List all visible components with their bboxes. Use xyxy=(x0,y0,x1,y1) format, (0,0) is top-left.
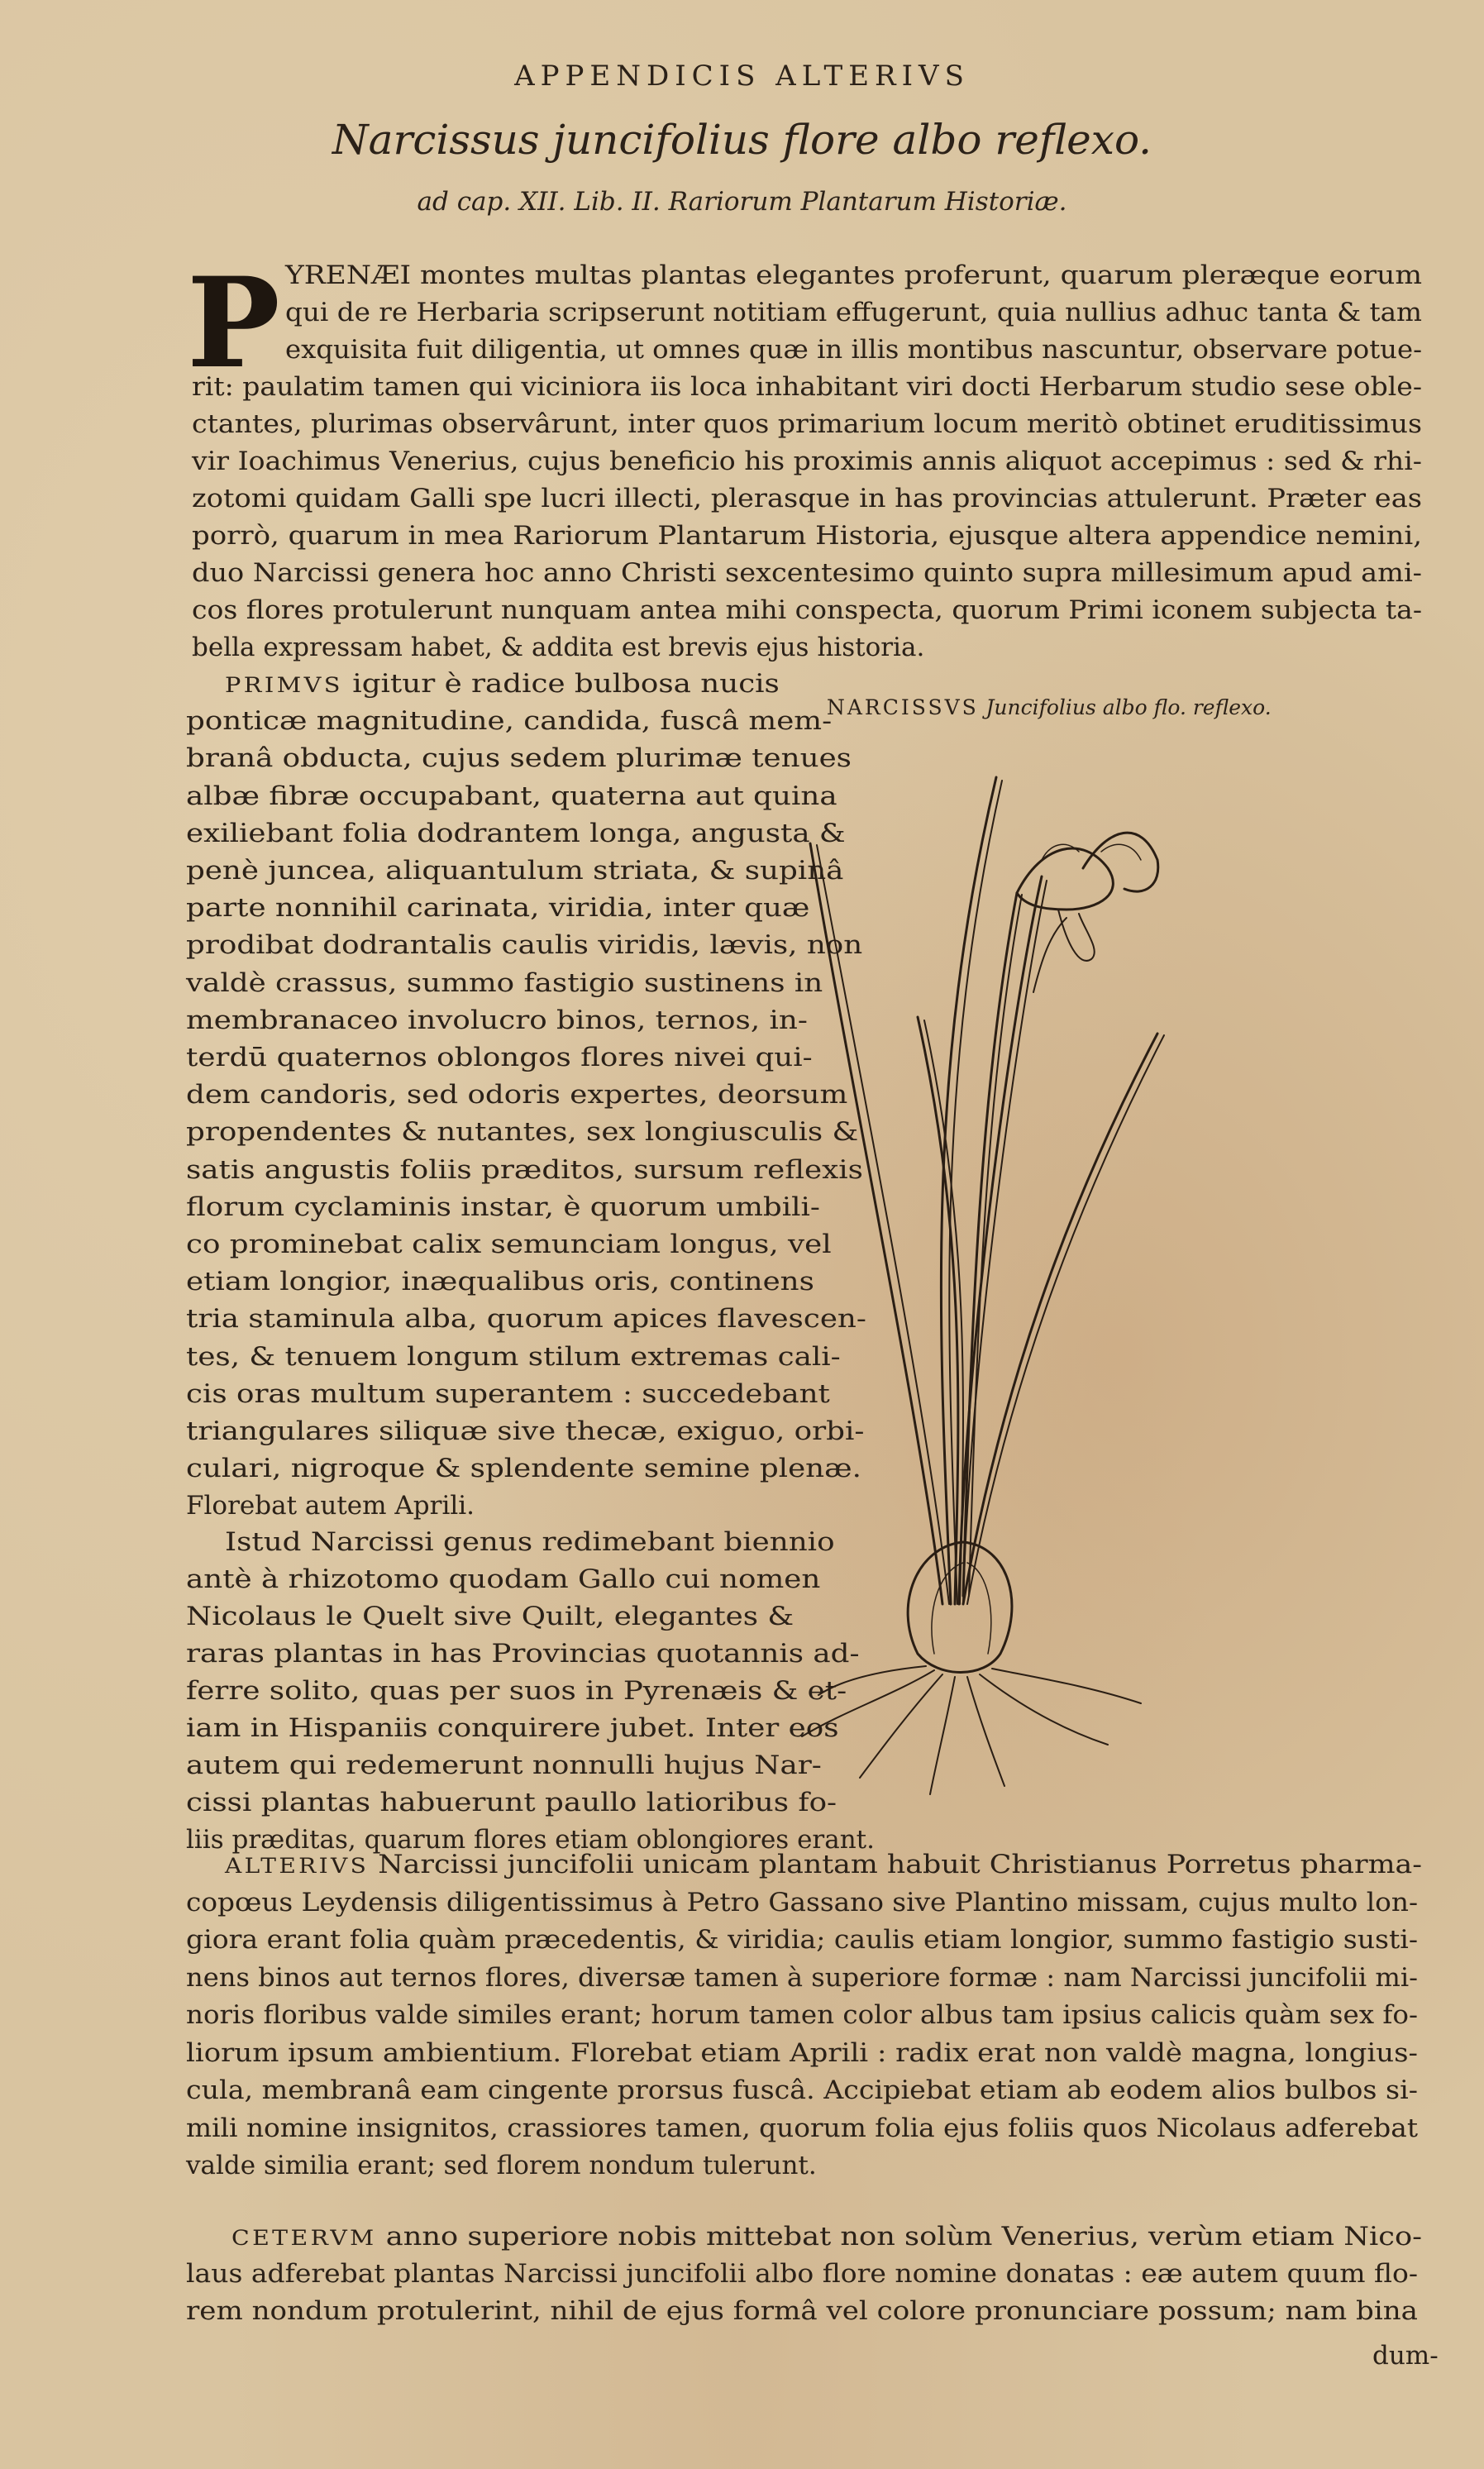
text-line: albæ fibræ occupabant, quaterna aut quina xyxy=(186,781,837,811)
text-line-rest: Narcissi juncifolii unicam plantam habuit Christianus Porretus pharma- xyxy=(369,1850,1423,1879)
text-line-rest: igitur è radice bulbosa nucis xyxy=(342,669,780,699)
text-line: penè juncea, aliquantulum striata, & supinâ xyxy=(186,856,844,886)
text-line: tes, & tenuem longum stilum extremas cali- xyxy=(186,1341,841,1372)
text-line: copœus Leydensis diligentissimus à Petro Gassano sive Plantino missam, cujus multo lon- xyxy=(186,1887,1418,1917)
text-line: valde similia erant; sed florem nondum tulerunt. xyxy=(186,2151,817,2180)
text-line: prodibat dodrantalis caulis viridis, lævis, non xyxy=(186,930,863,961)
text-line: vir Ioachimus Venerius, cujus beneficio his proximis annis aliquot accepimus : sed & rhi- xyxy=(192,447,1422,476)
text-line: bella expressam habet, & addita est brevis ejus historia. xyxy=(192,633,925,662)
text-line: cula, membranâ eam cingente prorsus fuscâ. Accipiebat etiam ab eodem alios bulbos si- xyxy=(186,2075,1418,2105)
text-line: antè à rhizotomo quodam Gallo cui nomen xyxy=(186,1564,821,1594)
text-line: Istud Narcissi genus redimebant biennio xyxy=(225,1527,835,1557)
text-line-rest: anno superiore nobis mittebat non solùm Venerius, verùm etiam Nico- xyxy=(376,2222,1422,2252)
text-line: qui de re Herbaria scripserunt notitiam effugerunt, quia nullius adhuc tanta & tam xyxy=(285,298,1422,327)
drop-cap: P xyxy=(187,251,280,396)
text-line: ferre solito, quas per suos in Pyrenæis & et- xyxy=(186,1676,847,1706)
text-line: ponticæ magnitudine, candida, fuscâ mem- xyxy=(186,706,833,737)
text-line: dem candoris, sed odoris expertes, deorsum xyxy=(186,1080,848,1110)
text-line: giora erant folia quàm præcedentis, & viridia; caulis etiam longior, summo fastigio susti- xyxy=(186,1925,1418,1955)
text-line: cis oras multum superantem : succedebant xyxy=(186,1378,830,1409)
text-line: iam in Hispaniis conquirere jubet. Inter eos xyxy=(186,1713,839,1743)
text-line: liis præditas, quarum flores etiam oblongiores erant. xyxy=(186,1825,875,1855)
page-title: Narcissus juncifolius flore albo reflexo. xyxy=(332,116,1152,164)
text-line: cissi plantas habuerunt paullo latioribus fo- xyxy=(186,1788,837,1817)
lead-word: ALTERIVS xyxy=(225,1854,370,1878)
text-line: tria staminula alba, quorum apices flavescen- xyxy=(186,1304,866,1335)
catchword: dum- xyxy=(1372,2341,1439,2371)
text-line xyxy=(225,671,780,697)
text-line: YRENÆI montes multas plantas elegantes proferunt, quarum pleræque eorum xyxy=(285,260,1422,290)
caption-italic: Juncifolius albo flo. reflexo. xyxy=(985,695,1272,719)
text-line: exiliebant folia dodrantem longa, angusta & xyxy=(186,818,846,848)
narcissus-woodcut-illustration xyxy=(794,744,1174,1819)
text-line: ctantes, plurimas observârunt, inter quos primarium locum meritò obtinet eruditissimus xyxy=(192,409,1422,439)
text-line: mili nomine insignitos, crassiores tamen, quorum folia ejus foliis quos Nicolaus adferebat xyxy=(186,2113,1418,2143)
text-line: parte nonnihil carinata, viridia, inter quæ xyxy=(186,893,810,924)
text-line: Florebat autem Aprili. xyxy=(186,1491,475,1521)
text-line: nens binos aut ternos flores, diversæ tamen à superiore formæ : nam Narcissi juncifolii mi- xyxy=(186,1962,1418,1993)
text-line: etiam longior, inæqualibus oris, continens xyxy=(186,1267,814,1297)
text-line xyxy=(225,1852,1422,1878)
text-line: autem qui redemerunt nonnulli hujus Nar- xyxy=(186,1750,822,1780)
text-line: rit: paulatim tamen qui viciniora iis loca inhabitant viri docti Herbarum studio sese oble- xyxy=(192,372,1422,402)
text-line: zotomi quidam Galli spe lucri illecti, plerasque in has provincias attulerunt. Præter eas xyxy=(192,484,1422,513)
text-line: exquisita fuit diligentia, ut omnes quæ in illis montibus nascuntur, observare potue- xyxy=(285,335,1422,365)
figure-caption xyxy=(827,695,1272,720)
text-line: satis angustis foliis præditos, sursum reflexis xyxy=(186,1154,863,1185)
text-line: triangulares siliquæ sive thecæ, exiguo, orbi- xyxy=(186,1416,865,1446)
text-line: florum cyclaminis instar, è quorum umbili- xyxy=(186,1192,820,1222)
text-line: porrò, quarum in mea Rariorum Plantarum Historia, ejusque altera appendice nemini, xyxy=(192,521,1422,551)
text-line: branâ obducta, cujus sedem plurimæ tenues xyxy=(186,743,852,774)
running-head: APPENDICIS ALTERIVS xyxy=(514,60,970,93)
text-line: liorum ipsum ambientium. Florebat etiam Aprili : radix erat non valdè magna, longius- xyxy=(186,2037,1418,2068)
text-line: Nicolaus le Quelt sive Quilt, elegantes & xyxy=(186,1602,794,1631)
text-line: co prominebat calix semunciam longus, vel xyxy=(186,1230,832,1259)
text-line: valdè crassus, summo fastigio sustinens in xyxy=(186,967,823,998)
text-line: raras plantas in has Provincias quotannis ad- xyxy=(186,1639,860,1669)
chapter-reference: ad cap. XII. Lib. II. Rariorum Plantarum Historiæ. xyxy=(417,187,1067,217)
text-line: rem nondum protulerint, nihil de ejus formâ vel colore pronunciare possum; nam bina xyxy=(186,2296,1418,2326)
text-line: terdū quaternos oblongos flores nivei qui- xyxy=(186,1043,813,1072)
caption-caps: NARCISSVS xyxy=(827,695,979,719)
text-line: cos flores protulerunt nunquam antea mihi conspecta, quorum Primi iconem subjecta ta- xyxy=(192,595,1422,625)
text-line xyxy=(231,2224,1422,2250)
text-line: laus adferebat plantas Narcissi juncifolii albo flore nomine donatas : eæ autem quum flo- xyxy=(186,2259,1419,2289)
text-line: culari, nigroque & splendente semine plenæ. xyxy=(186,1454,861,1484)
text-line: noris floribus valde similes erant; horum tamen color albus tam ipsius calicis quàm sex fo- xyxy=(186,2000,1418,2030)
text-line: propendentes & nutantes, sex longiusculis & xyxy=(186,1117,859,1148)
lead-word: CETERVM xyxy=(231,2226,377,2250)
text-line: membranaceo involucro binos, ternos, in- xyxy=(186,1005,808,1035)
text-line: duo Narcissi genera hoc anno Christi sexcentesimo quinto supra millesimum apud ami- xyxy=(192,558,1422,588)
lead-word: PRIMVS xyxy=(225,673,343,697)
